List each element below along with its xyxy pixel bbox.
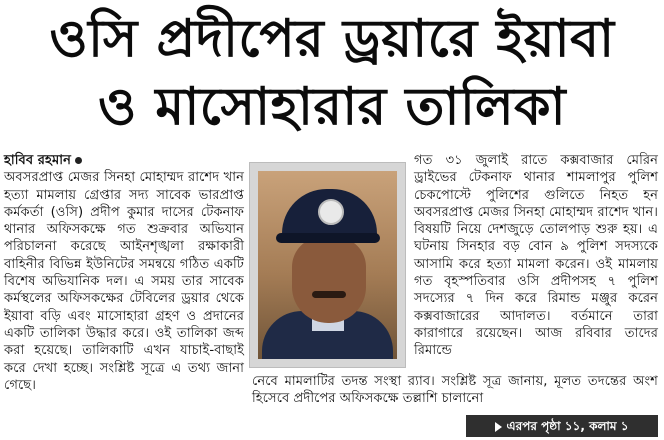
headline-line-1: ওসি প্রদীপের ড্রয়ারে ইয়াবা: [49, 9, 615, 69]
continuation-text: এরপর পৃষ্ঠা ১১, কলাম ১: [506, 419, 629, 433]
arrow-icon: [495, 422, 502, 432]
article-bottom-text: নেবে মামলাটির তদন্ত সংস্থা র‍্যাব। সংশ্লিষ্ট সূত্র জানায়, মূলত তদন্তের অংশ হিসেবে প্রদীপের অফিসকক্ষে তল্লাশি চালানো: [252, 374, 658, 407]
cap-brim: [276, 233, 380, 243]
article-left-column: [4, 152, 244, 394]
officer-photo: [258, 171, 397, 359]
mustache-shape: [312, 291, 346, 298]
byline: [4, 152, 244, 169]
left-column-text: অবসরপ্রাপ্ত মেজর সিনহা মোহাম্মদ রাশেদ খান হত্যা মামলায় গ্রেপ্তার সদ্য সাবেক ভারপ্রাপ্ত কর্মকর্তা (ওসি) প্রদীপ কুমার দাসের টেকনাফ থানার অফিসকক্ষে গত শুক্রবার অভিযান পরিচালনা করেছে আইনশৃঙ্খলা রক্ষাকারী বাহিনীর বিভিন্ন ইউনিটের সমন্বয়ে গঠিত একটি বিশেষ অভিযানিক দল। এ সময় তার সাবেক কর্মস্থলের অফিসকক্ষের টেবিলের ড্রয়ার থেকে ইয়াবা বড়ি এবং মাসোহারা গ্রহণ ও প্রদানের একটি তালিকা উদ্ধার করে। ওই তালিকা জব্দ করা হয়েছে। তালিকাটি এখন যাচাই-বাছাই করে দেখা হচ্ছে। সংশ্লিষ্ট সূত্রে এ তথ্য জানা গেছে।: [4, 170, 244, 393]
bullet-icon: [75, 157, 82, 164]
continuation-box: [466, 415, 658, 437]
officer-photo-frame: [249, 162, 406, 368]
face-shape: [292, 237, 366, 323]
article-right-column: গত ৩১ জুলাই রাতে কক্সবাজার মেরিন ড্রাইভের টেকনাফ থানার শামলাপুর পুলিশ চেকপোস্টে পুলিশের গুলিতে নিহত হন অবসরপ্রাপ্ত মেজর সিনহা মোহাম্মদ রাশেদ খান। বিষয়টি নিয়ে দেশজুড়ে তোলপাড় শুরু হয়। এ ঘটনায় সিনহার বড় বোন ৯ পুলিশ সদস্যকে আসামি করে হত্যা মামলা করেন। ওই মামলায় গত বৃহস্পতিবার ওসি প্রদীপসহ ৭ পুলিশ সদস্যের ৭ দিন করে রিমান্ড মঞ্জুর করেন কক্সবাজারের আদালত। বর্তমানে তারা কারাগারে রয়েছেন। আজ রবিবার তাদের রিমান্ডে: [414, 153, 658, 359]
cap-badge-icon: [318, 199, 344, 225]
headline-line-2: ও মাসোহারার তালিকা: [97, 77, 567, 137]
byline-text: হাবিব রহমান: [4, 153, 71, 168]
